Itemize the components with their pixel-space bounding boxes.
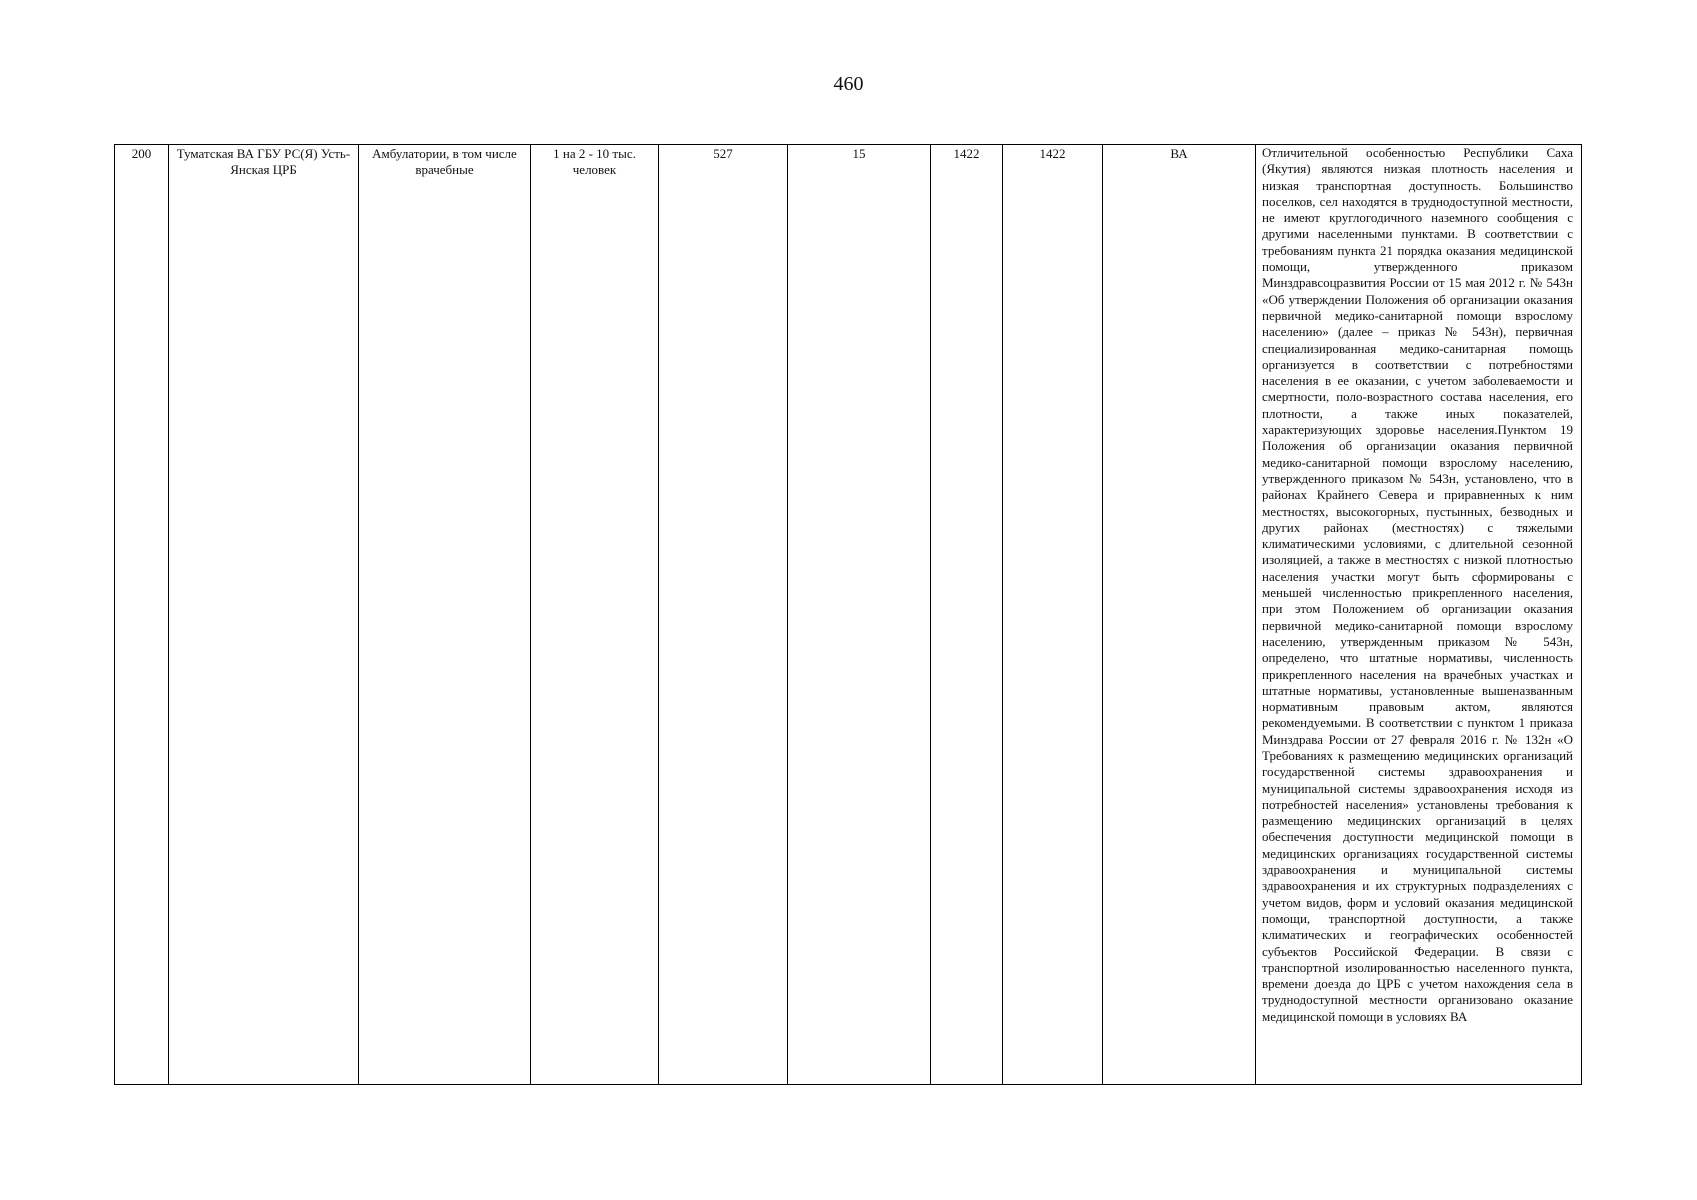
row-number-cell: 200 (115, 145, 169, 1085)
value2-cell: 1422 (1003, 145, 1103, 1085)
document-table (114, 144, 1582, 1085)
norm-cell: 1 на 2 - 10 тыс. человек (531, 145, 659, 1085)
organization-cell: Туматская ВА ГБУ РС(Я) Усть-Янская ЦРБ (169, 145, 359, 1085)
population-cell: 527 (659, 145, 788, 1085)
page-number: 460 (833, 73, 864, 95)
justification-note-cell: Отличительной особенностью Республики Саха (Якутия) являются низкая плотность населения и низкая транспортная доступность. Большинство поселков, сел находятся в труднодоступной местности, не имеют круглогодичного наземного сообщения с другими населенными пунктами. В соответствии с требованиям пункта 21 порядка оказания медицинской помощи, утвержденного приказом Минздравсоцразвития России от 15 мая 2012 г. № 543н «Об утверждении Положения об организации оказания первичной медико-санитарной помощи взрослому населению» (далее – приказ № 543н), первичная специализированная медико-санитарная помощь организуется в соответствии с потребностями населения в ее оказании, с учетом заболеваемости и смертности, поло-возрастного состава населения, его плотности, а также иных показателей, характеризующих здоровье населения.Пунктом 19 Положения об организации оказания первичной медико-санитарной помощи взрослому населению, утвержденного приказом № 543н, установлено, что в районах Крайнего Севера и приравненных к ним местностях, высокогорных, пустынных, безводных и других районах (местностях) с тяжелыми климатическими условиями, с длительной сезонной изоляцией, а также в местностях с низкой плотностью населения участки могут быть сформированы с меньшей численностью прикрепленного населения, при этом Положением об организации оказания первичной медико-санитарной помощи взрослому населению, утвержденным приказом № 543н, определено, что штатные нормативы, численность прикрепленного населения на врачебных участках и штатные нормативы, установленные вышеназванным нормативным правовым актом, являются рекомендуемыми. В соответствии с пунктом 1 приказа Минздрава России от 27 февраля 2016 г. № 132н «О Требованиях к размещению медицинских организаций государственной системы здравоохранения и муниципальной системы здравоохранения исходя из потребностей населения» установлены требования к размещению медицинских организаций в целях обеспечения доступности медицинской помощи в медицинских организациях государственной системы здравоохранения и муниципальной системы здравоохранения и их структурных подразделениях с учетом видов, форм и условий оказания медицинской помощи, транспортной доступности, а также климатических и географических особенностей субъектов Российской Федерации. В связи с транспортной изолированностью населенного пункта, времени доезда до ЦРБ с учетом нахождения села в труднодоступной местности организовано оказание медицинской помощи в условиях ВА (1256, 145, 1582, 1085)
table-row (115, 145, 1582, 1085)
facility-type-cell: Амбулатории, в том числе врачебные (359, 145, 531, 1085)
distance-cell: 15 (788, 145, 931, 1085)
value1-cell: 1422 (931, 145, 1003, 1085)
code-cell: ВА (1103, 145, 1256, 1085)
